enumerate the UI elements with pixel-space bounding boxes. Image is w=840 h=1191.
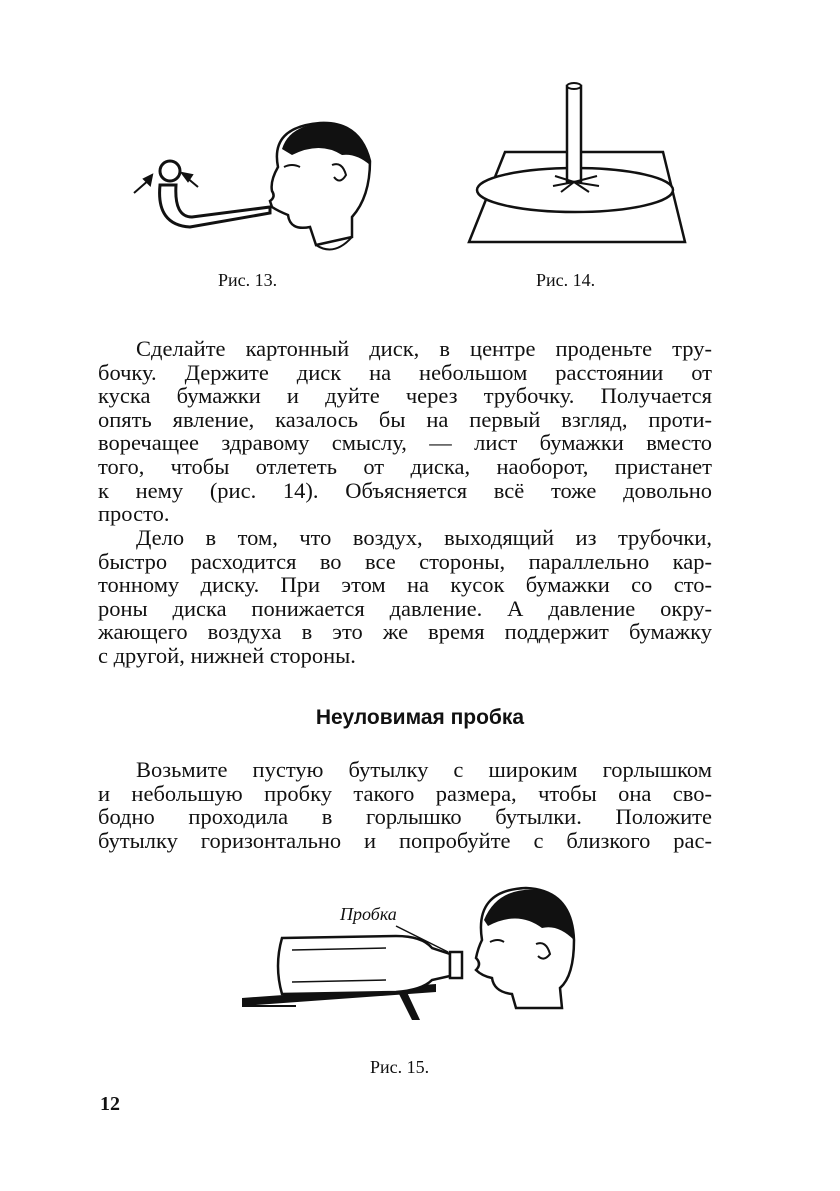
- paragraph-line: быстро расходится во все стороны, параллельно кар-: [98, 548, 712, 574]
- paragraph-line: Возьмите пустую бутылку с широким горлышком: [136, 757, 712, 782]
- paragraph-line: с другой, нижней стороны.: [98, 642, 356, 668]
- figure-13-caption: Рис. 13.: [218, 270, 278, 290]
- paragraph-line: к нему (рис. 14). Объясняется всё тоже довольно: [98, 477, 712, 503]
- tube: [567, 86, 581, 182]
- paragraph-2: [98, 526, 712, 668]
- ball: [160, 161, 180, 181]
- paragraph-line: просто.: [98, 501, 170, 527]
- paragraph-line: того, чтобы отлететь от диска, наоборот, пристанет: [98, 453, 712, 479]
- figure-13-illustration: [120, 105, 390, 265]
- paragraph-line: бочку. Держите диск на небольшом расстоянии от: [98, 359, 712, 385]
- paragraph-line: воречащее здравому смыслу, — лист бумажки вместо: [98, 430, 712, 456]
- bottle: [278, 936, 450, 994]
- paragraph-line: жающего воздуха в это же время поддержит бумажку: [98, 619, 712, 645]
- figure-15-caption: Рис. 15.: [370, 1057, 430, 1077]
- figure-14-illustration: [465, 78, 695, 248]
- page-number: 12: [100, 1093, 120, 1115]
- paragraph-line: опять явление, казалось бы на первый взгляд, проти-: [98, 406, 712, 432]
- cork: [450, 952, 462, 978]
- paragraph-line: бодно проходила в горлышко бутылки. Положите: [98, 804, 712, 830]
- figure-15-illustration: [236, 880, 586, 1040]
- section-heading: Неуловимая пробка: [315, 706, 525, 729]
- paragraph-line: Дело в том, что воздух, выходящий из трубочки,: [136, 525, 712, 550]
- paragraph-line: роны диска понижается давление. А давление окру-: [98, 595, 712, 621]
- figure-14-caption: Рис. 14.: [536, 270, 596, 290]
- paragraph-line: бутылку горизонтально и попробуйте с близкого рас-: [98, 827, 712, 853]
- paragraph-line: Сделайте картонный диск, в центре проденьте тру-: [136, 336, 712, 361]
- paragraph-line: куска бумажки и дуйте через трубочку. Получается: [98, 383, 712, 409]
- pipe: [160, 185, 270, 227]
- cork-label: Пробка: [340, 904, 397, 924]
- paragraph-1: [98, 337, 712, 526]
- paragraph-line: и небольшую пробку такого размера, чтобы она сво-: [98, 780, 712, 806]
- paragraph-3: [98, 758, 712, 852]
- paragraph-line: тонному диску. При этом на кусок бумажки со сто-: [98, 572, 712, 598]
